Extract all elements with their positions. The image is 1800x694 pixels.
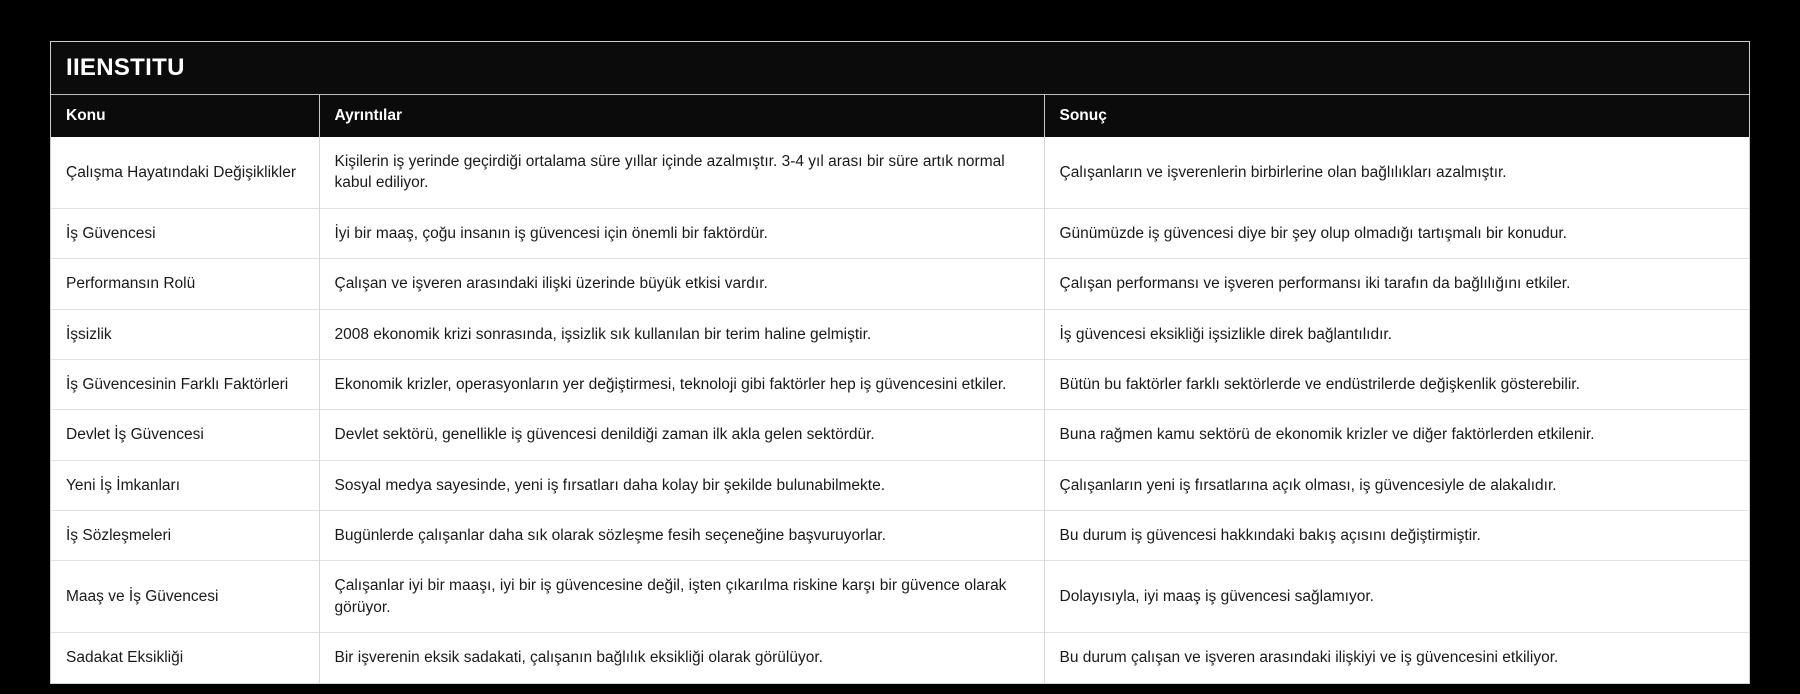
table-header-row (51, 95, 1749, 137)
table-row (51, 137, 1749, 208)
cell-konu: İşsizlik (51, 309, 319, 359)
cell-konu: İş Güvencesinin Farklı Faktörleri (51, 359, 319, 409)
cell-sonuc: İş güvencesi eksikliği işsizlikle direk bağlantılıdır. (1044, 309, 1749, 359)
table-row (51, 633, 1749, 683)
cell-sonuc: Dolayısıyla, iyi maaş iş güvencesi sağlamıyor. (1044, 561, 1749, 633)
content-card (50, 41, 1750, 684)
cell-ayrintilar: Ekonomik krizler, operasyonların yer değiştirmesi, teknoloji gibi faktörler hep iş güvencesini etkiler. (319, 359, 1044, 409)
cell-ayrintilar: Devlet sektörü, genellikle iş güvencesi denildiği zaman ilk akla gelen sektördür. (319, 410, 1044, 460)
cell-ayrintilar: Bir işverenin eksik sadakati, çalışanın bağlılık eksikliği olarak görülüyor. (319, 633, 1044, 683)
brand-title: IIENSTITU (66, 54, 185, 81)
table-row (51, 259, 1749, 309)
column-header-konu: Konu (51, 95, 319, 137)
brand-header (51, 42, 1749, 95)
table-row (51, 208, 1749, 258)
cell-ayrintilar: Sosyal medya sayesinde, yeni iş fırsatları daha kolay bir şekilde bulunabilmekte. (319, 460, 1044, 510)
cell-konu: Maaş ve İş Güvencesi (51, 561, 319, 633)
table-header (51, 95, 1749, 137)
cell-ayrintilar: Kişilerin iş yerinde geçirdiği ortalama süre yıllar içinde azalmıştır. 3-4 yıl arası bir süre artık normal kabul ediliyor. (319, 137, 1044, 208)
cell-ayrintilar: Bugünlerde çalışanlar daha sık olarak sözleşme fesih seçeneğine başvuruyorlar. (319, 511, 1044, 561)
cell-konu: Yeni İş İmkanları (51, 460, 319, 510)
cell-konu: İş Sözleşmeleri (51, 511, 319, 561)
cell-sonuc: Buna rağmen kamu sektörü de ekonomik krizler ve diğer faktörlerden etkilenir. (1044, 410, 1749, 460)
cell-konu: Çalışma Hayatındaki Değişiklikler (51, 137, 319, 208)
table-body (51, 137, 1749, 683)
cell-konu: İş Güvencesi (51, 208, 319, 258)
cell-ayrintilar: Çalışan ve işveren arasındaki ilişki üzerinde büyük etkisi vardır. (319, 259, 1044, 309)
column-header-ayrintilar: Ayrıntılar (319, 95, 1044, 137)
cell-ayrintilar: İyi bir maaş, çoğu insanın iş güvencesi için önemli bir faktördür. (319, 208, 1044, 258)
cell-sonuc: Çalışanların ve işverenlerin birbirlerine olan bağlılıkları azalmıştır. (1059, 163, 1507, 181)
comparison-table (51, 95, 1749, 683)
table-row (51, 309, 1749, 359)
cell-konu: Devlet İş Güvencesi (51, 410, 319, 460)
cell-sonuc: Bütün bu faktörler farklı sektörlerde ve endüstrilerde değişkenlik gösterebilir. (1044, 359, 1749, 409)
cell-konu: Performansın Rolü (51, 259, 319, 309)
cell-sonuc: Bu durum çalışan ve işveren arasındaki ilişkiyi ve iş güvencesini etkiliyor. (1044, 633, 1749, 683)
table-row (51, 511, 1749, 561)
table-row (51, 561, 1749, 633)
column-header-sonuc: Sonuç (1059, 107, 1107, 124)
table-row (51, 359, 1749, 409)
cell-sonuc: Çalışanların yeni iş fırsatlarına açık olması, iş güvencesiyle de alakalıdır. (1044, 460, 1749, 510)
table-row (51, 410, 1749, 460)
cell-ayrintilar: 2008 ekonomik krizi sonrasında, işsizlik sık kullanılan bir terim haline gelmiştir. (319, 309, 1044, 359)
cell-konu: Sadakat Eksikliği (51, 633, 319, 683)
table-row (51, 460, 1749, 510)
cell-sonuc: Çalışan performansı ve işveren performansı iki tarafın da bağlılığını etkiler. (1044, 259, 1749, 309)
cell-ayrintilar: Çalışanlar iyi bir maaşı, iyi bir iş güvencesine değil, işten çıkarılma riskine karşı bir güvence olarak görüyor. (319, 561, 1044, 633)
cell-sonuc: Bu durum iş güvencesi hakkındaki bakış açısını değiştirmiştir. (1044, 511, 1749, 561)
cell-sonuc: Günümüzde iş güvencesi diye bir şey olup olmadığı tartışmalı bir konudur. (1044, 208, 1749, 258)
